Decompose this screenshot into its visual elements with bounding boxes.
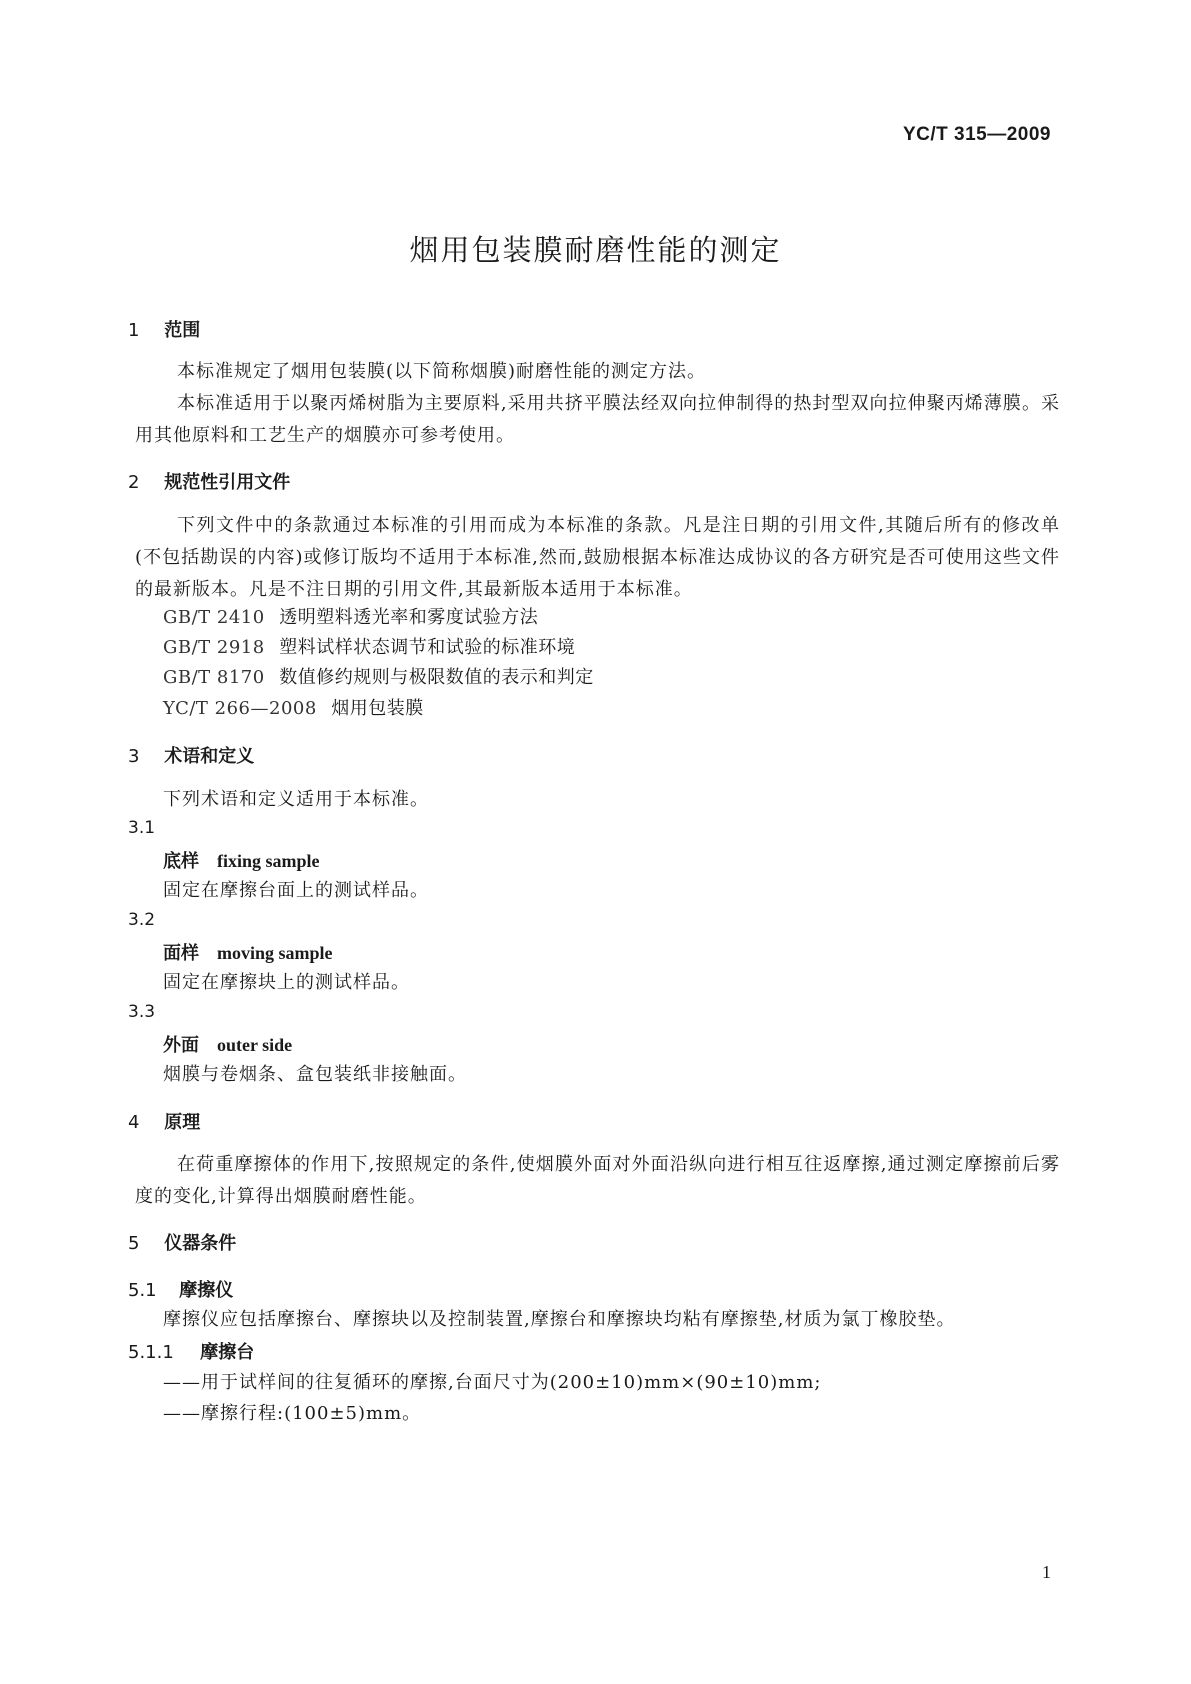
reference-code: YC/T 266—2008 xyxy=(163,698,317,719)
section-1-paragraph-2: 本标准适用于以聚丙烯树脂为主要原料,采用共挤平膜法经双向拉伸制得的热封型双向拉伸聚丙烯薄膜。采用其他原料和工艺生产的烟膜亦可参考使用。 xyxy=(135,393,1060,446)
reference-item xyxy=(163,603,538,629)
subsection-title: 摩擦仪 xyxy=(179,1280,234,1301)
section-number: 1 xyxy=(128,320,140,341)
subsection-title: 摩擦台 xyxy=(200,1342,255,1363)
term-zh: 面样 xyxy=(163,943,199,964)
section-4-heading xyxy=(128,1108,200,1134)
list-item: ——摩擦行程:(100±5)mm。 xyxy=(163,1403,422,1424)
section-5-heading xyxy=(128,1229,236,1255)
list-item: ——用于试样间的往复循环的摩擦,台面尺寸为(200±10)mm×(90±10)mm; xyxy=(163,1372,822,1393)
term-en: outer side xyxy=(217,1035,293,1055)
standard-code: YC/T 315—2009 xyxy=(902,124,1051,145)
term-en: moving sample xyxy=(217,943,333,963)
subsection-5-1-paragraph: 摩擦仪应包括摩擦台、摩擦块以及控制装置,摩擦台和摩擦块均粘有摩擦垫,材质为氯丁橡胶垫。 xyxy=(163,1309,956,1330)
term-number: 3.1 xyxy=(128,818,156,838)
section-2-heading xyxy=(128,468,290,494)
subsection-number: 5.1.1 xyxy=(128,1342,174,1363)
section-number: 3 xyxy=(128,746,140,767)
reference-title: 数值修约规则与极限数值的表示和判定 xyxy=(279,667,594,688)
term-number: 3.2 xyxy=(128,910,156,930)
section-title: 规范性引用文件 xyxy=(164,472,291,493)
section-title: 仪器条件 xyxy=(164,1233,237,1254)
section-4-paragraph-1: 在荷重摩擦体的作用下,按照规定的条件,使烟膜外面对外面沿纵向进行相互往返摩擦,通过测定摩擦前后雾度的变化,计算得出烟膜耐磨性能。 xyxy=(135,1154,1060,1207)
term-heading xyxy=(163,1031,292,1057)
section-1-heading xyxy=(128,316,200,342)
section-title: 术语和定义 xyxy=(164,746,255,767)
subsection-5-1-heading xyxy=(128,1276,233,1302)
section-3-heading xyxy=(128,742,254,768)
reference-code: GB/T 8170 xyxy=(163,667,265,688)
section-1-paragraph-1: 本标准规定了烟用包装膜(以下简称烟膜)耐磨性能的测定方法。 xyxy=(177,361,707,382)
term-definition: 固定在摩擦块上的测试样品。 xyxy=(163,972,410,993)
reference-item xyxy=(163,663,594,689)
term-zh: 外面 xyxy=(163,1035,199,1056)
reference-item xyxy=(163,694,424,720)
subsection-5-1-1-heading xyxy=(128,1338,254,1364)
term-definition: 固定在摩擦台面上的测试样品。 xyxy=(163,880,429,901)
reference-code: GB/T 2410 xyxy=(163,607,265,628)
document-title: 烟用包装膜耐磨性能的测定 xyxy=(409,233,782,267)
section-number: 4 xyxy=(128,1112,140,1133)
reference-item xyxy=(163,633,575,659)
section-2-paragraph-1: 下列文件中的条款通过本标准的引用而成为本标准的条款。凡是注日期的引用文件,其随后所有的修改单(不包括勘误的内容)或修订版均不适用于本标准,然而,鼓励根据本标准达成协议的各方研究是否可使用这些文件的最新版本。凡是不注日期的引用文件,其最新版本适用于本标准。 xyxy=(135,515,1060,600)
section-number: 5 xyxy=(128,1233,140,1254)
section-number: 2 xyxy=(128,472,140,493)
term-en: fixing sample xyxy=(217,851,320,871)
reference-title: 透明塑料透光率和雾度试验方法 xyxy=(279,607,539,628)
subsection-number: 5.1 xyxy=(128,1280,157,1301)
page-number: 1 xyxy=(1042,1562,1051,1582)
reference-title: 烟用包装膜 xyxy=(331,698,424,719)
reference-code: GB/T 2918 xyxy=(163,637,265,658)
term-heading xyxy=(163,939,333,965)
section-3-intro: 下列术语和定义适用于本标准。 xyxy=(163,789,429,810)
term-heading xyxy=(163,847,320,873)
section-title: 范围 xyxy=(164,320,201,341)
reference-title: 塑料试样状态调节和试验的标准环境 xyxy=(279,637,576,658)
term-zh: 底样 xyxy=(163,851,199,872)
section-title: 原理 xyxy=(164,1112,201,1133)
term-number: 3.3 xyxy=(128,1002,156,1022)
term-definition: 烟膜与卷烟条、盒包装纸非接触面。 xyxy=(163,1064,467,1085)
